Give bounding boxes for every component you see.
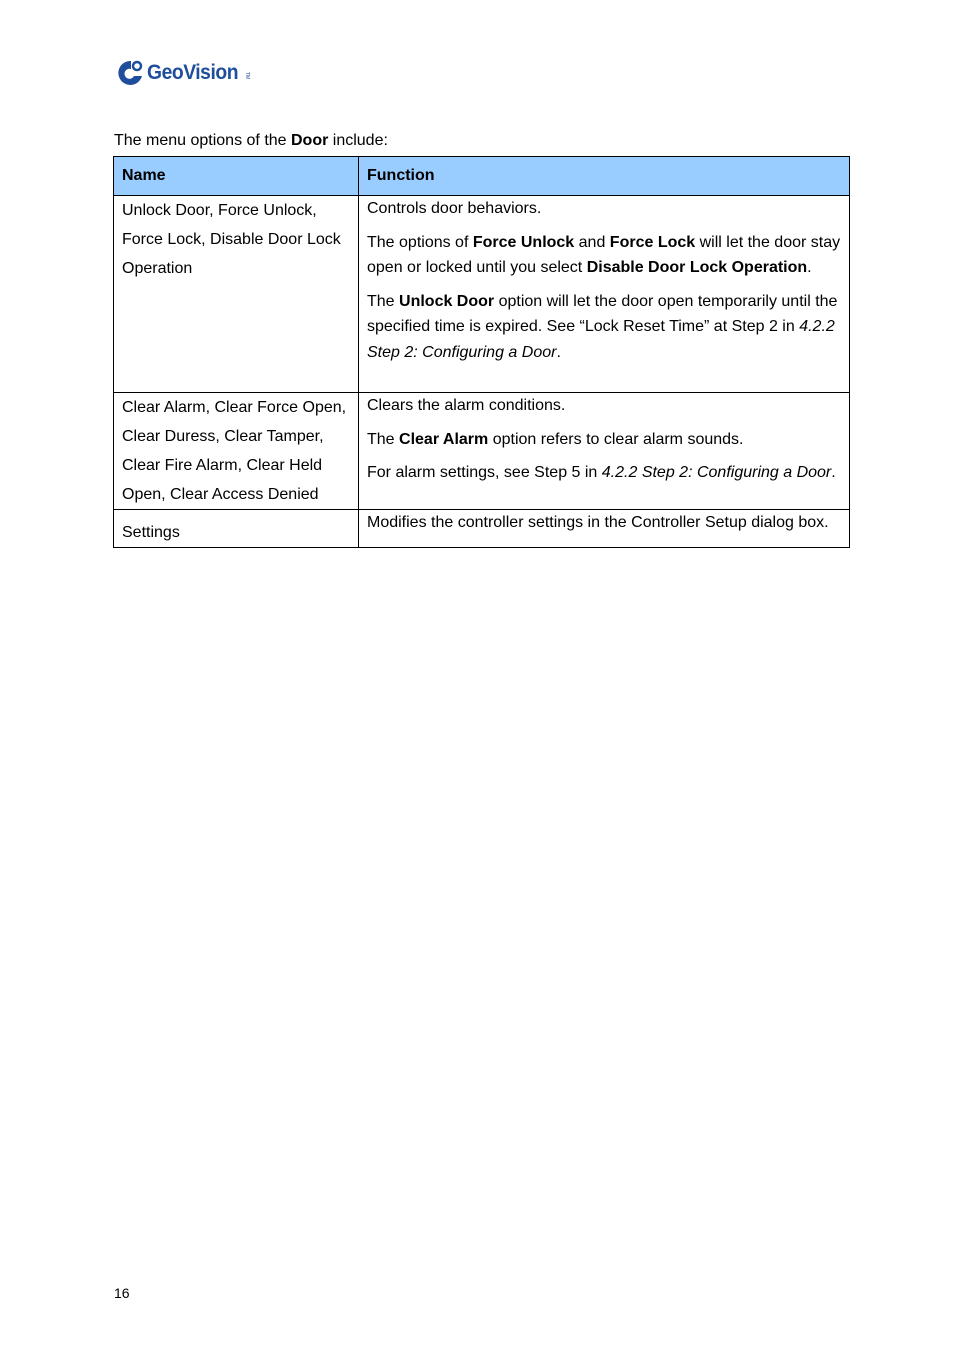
geovision-logo (115, 56, 250, 90)
function-paragraph: Clears the alarm conditions. (367, 397, 566, 414)
row-name: Unlock Door, Force Unlock, Force Lock, Disable Door Lock Operation (114, 196, 359, 393)
row-function (359, 510, 850, 548)
row-function (359, 196, 850, 393)
function-paragraph: The options of Force Unlock and Force Lock will let the door stay open or locked until you select Disable Door Lock Operation. (367, 233, 841, 276)
table-row (114, 196, 850, 393)
function-paragraph: Modifies the controller settings in the Controller Setup dialog box. (367, 514, 829, 531)
page-number: 16 (114, 1285, 130, 1301)
function-paragraph: The Clear Alarm option refers to clear alarm sounds. (367, 430, 744, 448)
intro-sentence: The menu options of the Door include: (114, 132, 388, 149)
row-name: Settings (114, 510, 359, 548)
function-paragraph: Controls door behaviors. (367, 200, 542, 217)
function-paragraph: The Unlock Door option will let the door open temporarily until the specified time is expired. See “Lock Reset Time” at Step 2 in 4.2.2 Step 2: Configuring a Door. (367, 292, 838, 361)
intro-bold-term: Door (291, 132, 329, 149)
logo-trademark: TM (243, 72, 250, 80)
table-row (114, 510, 850, 548)
row-name: Clear Alarm, Clear Force Open, Clear Duress, Clear Tamper, Clear Fire Alarm, Clear Held Open, Clear Access Denied (114, 393, 359, 510)
header-name: Name (114, 157, 359, 196)
logo-wordmark: GeoVision (147, 61, 239, 84)
table-row (114, 393, 850, 510)
header-function: Function (359, 157, 850, 196)
door-menu-options-table (113, 156, 850, 548)
function-paragraph: For alarm settings, see Step 5 in 4.2.2 Step 2: Configuring a Door. (367, 464, 836, 481)
row-function (359, 393, 850, 510)
table-header-row (114, 157, 850, 196)
geovision-logo-icon (115, 58, 145, 88)
